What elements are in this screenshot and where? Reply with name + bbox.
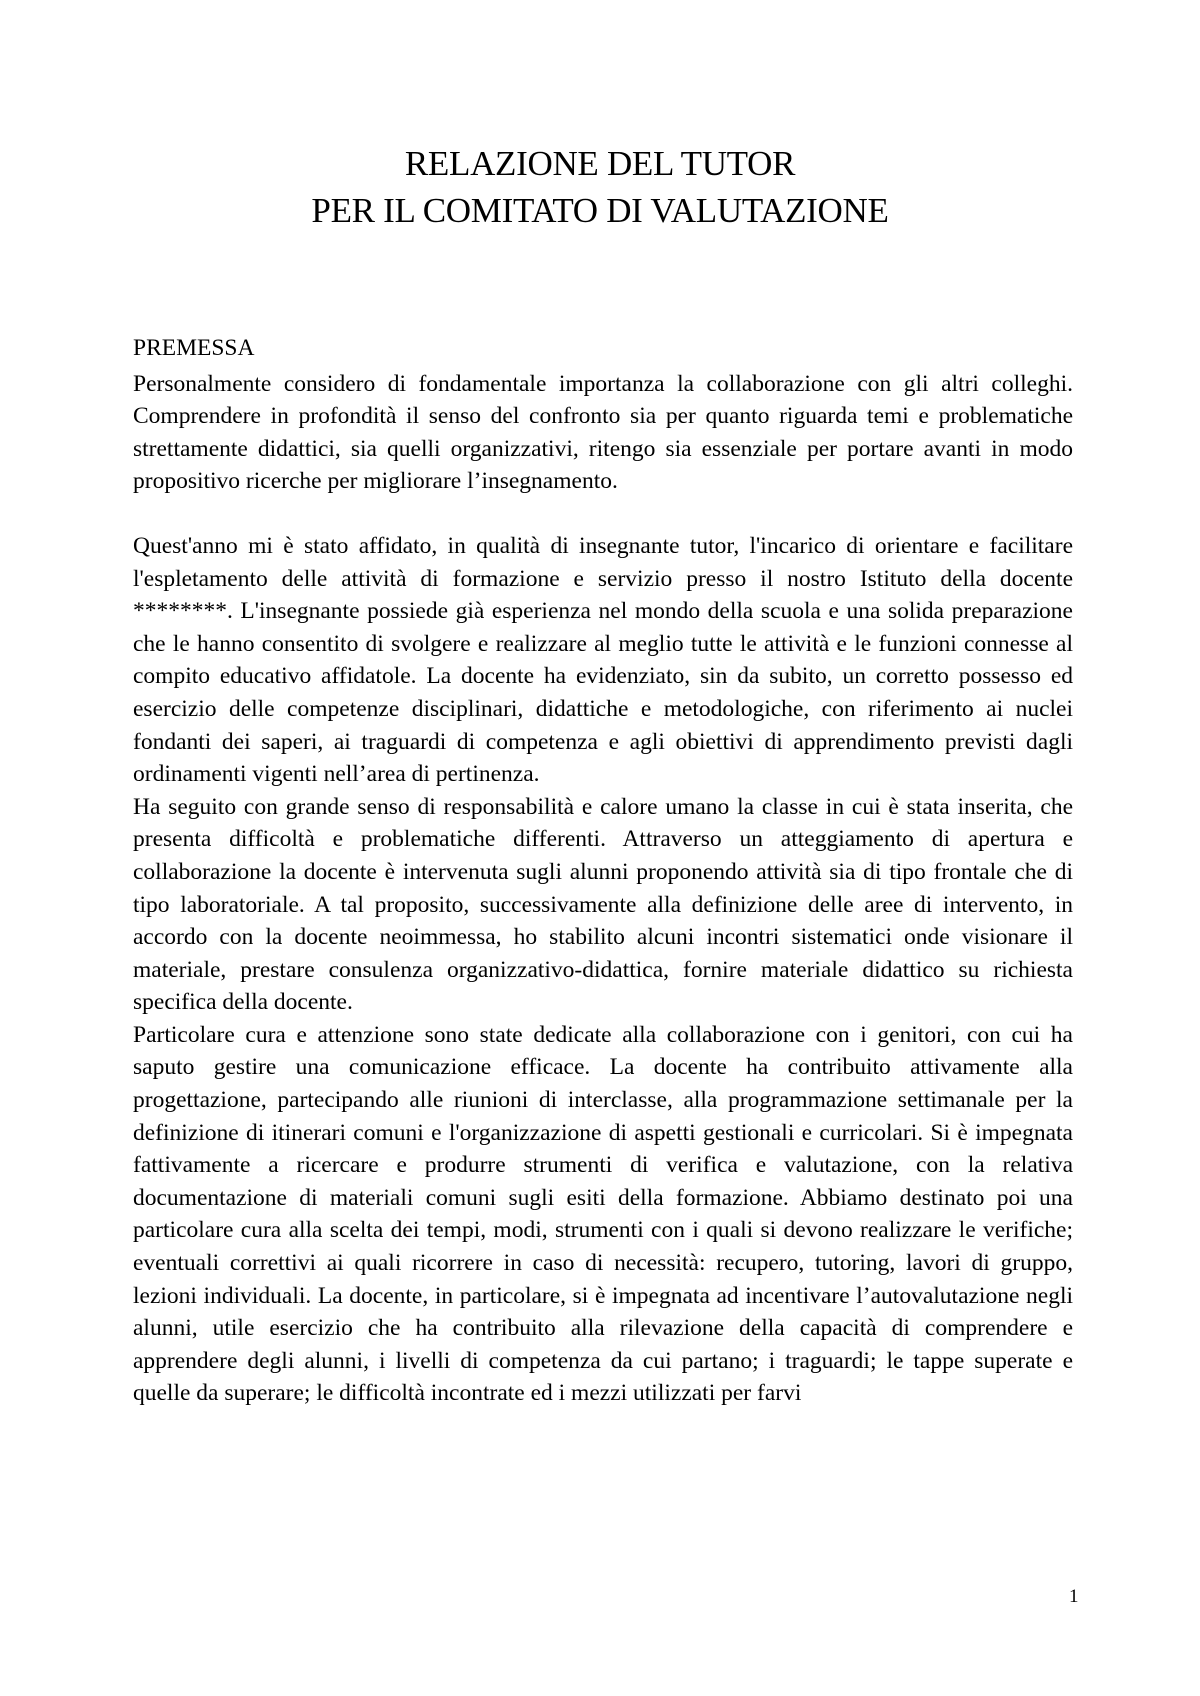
paragraph-collaborazione: Particolare cura e attenzione sono state dedicate alla collaborazione con i genitori, con cui ha saputo gestire una comunicazione efficace. La docente ha contribuito attivamente alla progettazione, partecipando alle riunioni di interclasse, alla programmazione settimanale per la definizione di itinerari comuni e l'organizzazione di aspetti gestionali e curricolari. Si è impegnata fattivamente a ricercare e produrre strumenti di verifica e valutazione, con la relativa documentazione di materiali comuni sugli esiti della formazione. Abbiamo destinato poi una particolare cura alla scelta dei tempi, modi, strumenti con i quali si devono realizzare le verifiche; eventuali correttivi ai quali ricorrere in caso di necessità: recupero, tutoring, lavori di gruppo, lezioni individuali. La docente, in particolare, si è impegnata ad incentivare l’autovalutazione negli alunni, utile esercizio che ha contribuito alla rilevazione della capacità di comprendere e apprendere degli alunni, i livelli di competenza da cui partano; i traguardi; le tappe superate e quelle da superare; le difficoltà incontrate ed i mezzi utilizzati per farvi — [133, 1021, 1073, 1407]
document-title — [0, 140, 1200, 234]
paragraph-classe: Ha seguito con grande senso di responsabilità e calore umano la classe in cui è stata inserita, che presenta difficoltà e problematiche differenti. Attraverso un atteggiamento di apertura e collaborazione la docente è intervenuta sugli alunni proponendo attività sia di tipo frontale che di tipo laboratoriale. A tal proposito, successivamente alla definizione delle aree di intervento, in accordo con la docente neoimmessa, ho stabilito alcuni incontri sistematici onde visionare il materiale, prestare consulenza organizzativo-didattica, fornire materiale didattico su richiesta specifica della docente. — [133, 793, 1073, 1016]
title-line-1: RELAZIONE DEL TUTOR — [404, 144, 796, 183]
paragraph-premessa: Personalmente considero di fondamentale importanza la collaborazione con gli altri colleghi. Comprendere in profondità il senso del confronto sia per quanto riguarda temi e problematiche strettamente didattici, sia quelli organizzativi, ritengo sia essenziale per portare avanti in modo propositivo ricerche per migliorare l’insegnamento. — [133, 370, 1073, 495]
document-body — [133, 332, 1073, 1410]
section-heading-premessa: PREMESSA — [133, 335, 255, 361]
title-line-2: PER IL COMITATO DI VALUTAZIONE — [311, 191, 889, 230]
paragraph-incarico: Quest'anno mi è stato affidato, in qualità di insegnante tutor, l'incarico di orientare e facilitare l'espletamento delle attività di formazione e servizio presso il nostro Istituto della docente ********. L'insegnante possiede già esperienza nel mondo della scuola e una solida preparazione che le hanno consentito di svolgere e realizzare al meglio tutte le attività e le funzioni connesse al compito educativo affidatole. La docente ha evidenziato, sin da subito, un corretto possesso ed esercizio delle competenze disciplinari, didattiche e metodologiche, con riferimento ai nuclei fondanti dei saperi, ai traguardi di competenza e agli obiettivi di apprendimento previsti dagli ordinamenti vigenti nell’area di pertinenza. — [133, 532, 1073, 788]
page-number: 1 — [1069, 1586, 1079, 1607]
